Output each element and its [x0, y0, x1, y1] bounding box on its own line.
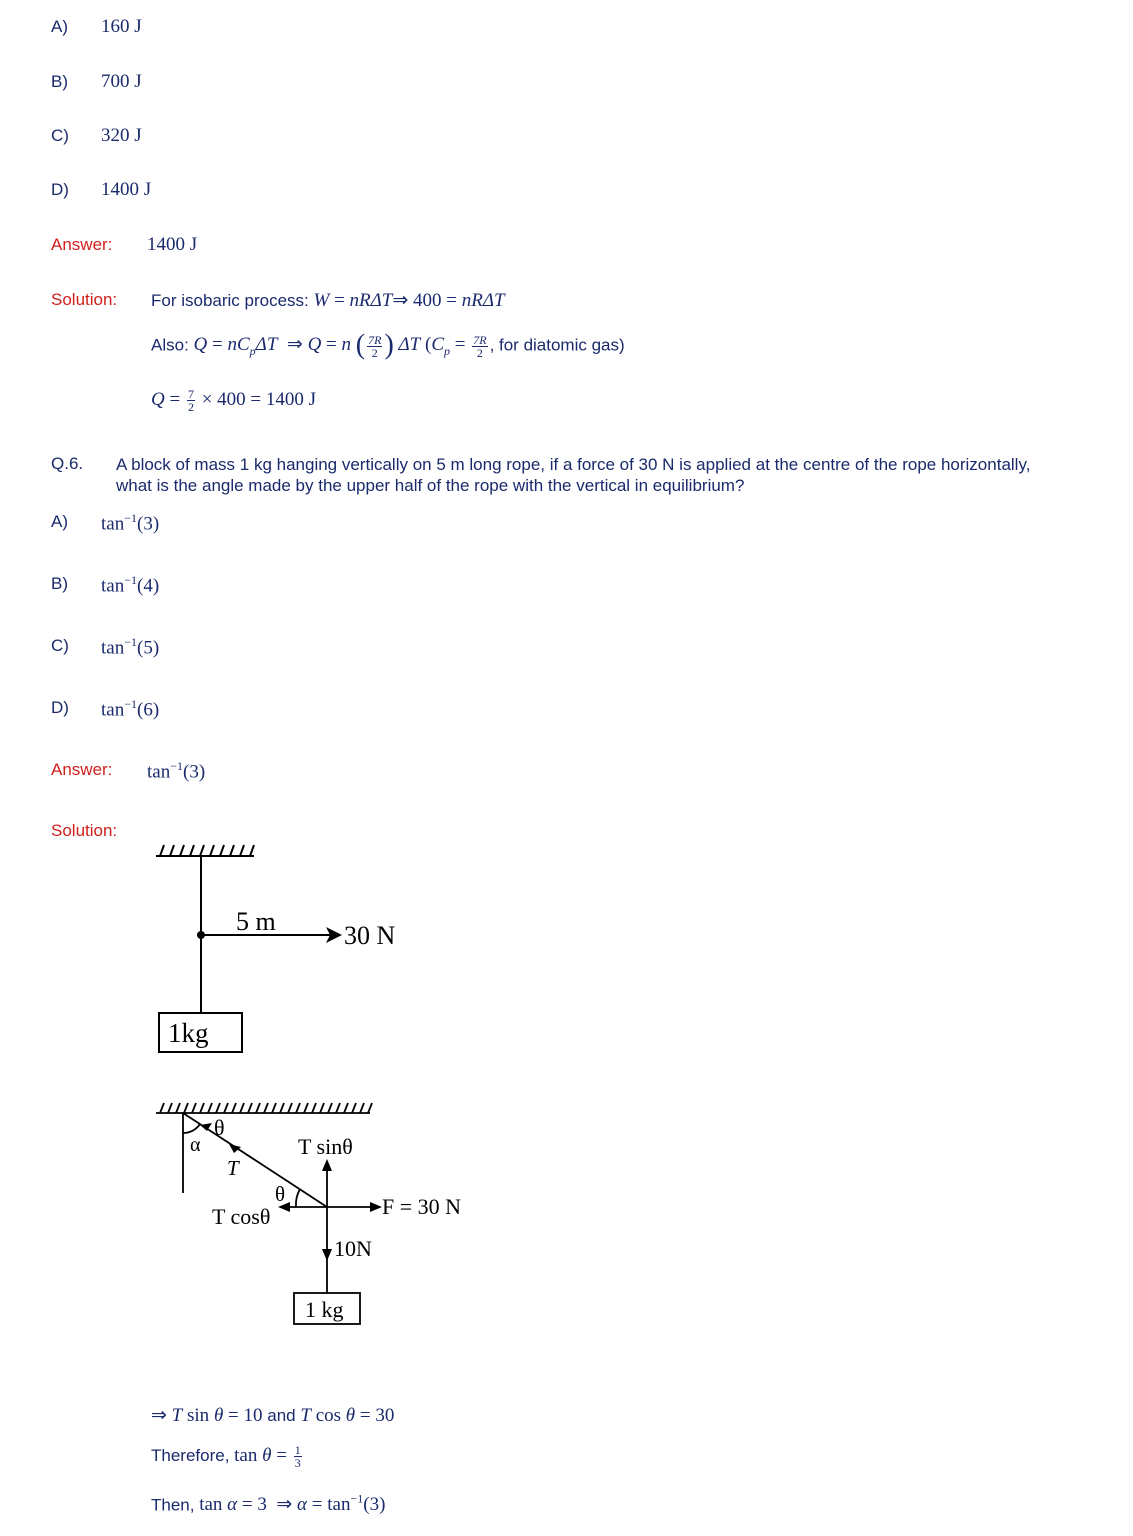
alpha-label: α [190, 1134, 201, 1156]
option-value: $\tan^{-1}(4)$ [101, 573, 160, 597]
option-value: $\tan^{-1}(3)$ [101, 511, 160, 535]
weight-arrow-head [322, 1249, 332, 1261]
applied-force-label: F = 30 N [382, 1194, 462, 1219]
sol-text: , for diatomic gas) [489, 335, 625, 355]
q6-number: Q.6. [51, 454, 84, 473]
q5-solution-line3: Q = $\frac{7}{2}$ × 400 = 1400 J [151, 387, 317, 414]
block-label: 1 kg [305, 1297, 344, 1322]
option-label: B) [51, 574, 68, 593]
rope-midpoint [197, 931, 205, 939]
q6-answer-value: $\tan^{-1}(3)$ [147, 759, 206, 783]
weight-label: 10N [334, 1236, 372, 1261]
tension-label: T [227, 1156, 239, 1180]
sol-equation: $Q = nC_p\Delta T$ ⇒ Q = n ( $\frac{7R}{2}$ ) ΔT ($C_p$ = $\frac{7R}{2}$ [193, 330, 487, 361]
option-label: C) [51, 126, 69, 145]
q6-solution-eq1: ⇒ T sin θ = 10 and T cos θ = 30 [151, 1405, 395, 1426]
tcos-label: T cosθ [212, 1204, 271, 1229]
force-label: 30 N [344, 921, 396, 950]
sol-text: and [267, 1406, 296, 1425]
sol-text: For isobaric process: [151, 291, 314, 310]
option-value: $\tan^{-1}(5)$ [101, 635, 160, 659]
sol-text: Therefore, [151, 1445, 235, 1465]
rope-diagram [150, 840, 420, 1060]
tsin-arrow-head [322, 1159, 332, 1171]
theta-top-label: θ [214, 1115, 225, 1140]
option-label: A) [51, 512, 68, 531]
q6-question-line2: what is the angle made by the upper half of the rope with the vertical in equilibrium? [116, 476, 745, 495]
sol-equation: W = nRΔT⇒ 400 = nRΔT [313, 290, 505, 311]
option-value: 320 J [101, 125, 142, 146]
free-body-diagram [150, 1095, 480, 1335]
sol-text: Also: [151, 335, 194, 355]
option-value: 700 J [101, 71, 142, 92]
q6-question-line1: A block of mass 1 kg hanging vertically on 5 m long rope, if a force of 30 N is applied at the centre of the rope horizontally, [116, 455, 1031, 474]
q6-solution-eq3: Then, tan α = 3 ⇒ $\alpha = \tan^{-1}(3)$ [151, 1492, 386, 1516]
ceiling-hatch [160, 1103, 372, 1113]
option-value: 1400 J [101, 179, 152, 200]
q6-solution-eq2: Therefore, tan θ = $\frac{1}{3}$ [151, 1443, 301, 1470]
option-label: C) [51, 636, 69, 655]
option-value: $\tan^{-1}(6)$ [101, 697, 160, 721]
q5-answer-value: 1400 J [147, 234, 198, 255]
option-label: D) [51, 180, 69, 199]
option-label: A) [51, 17, 68, 36]
q5-solution-line2 [151, 330, 625, 362]
q6-answer-label: Answer: [51, 760, 113, 779]
tsin-label: T sinθ [298, 1134, 353, 1159]
force-arrow-head [370, 1202, 382, 1212]
q5-solution-label: Solution: [51, 290, 118, 309]
option-label: D) [51, 698, 69, 717]
option-value: 160 J [101, 16, 142, 37]
q5-answer-label: Answer: [51, 235, 113, 254]
q5-solution-line1 [151, 289, 505, 312]
tension-arrow-head [229, 1144, 241, 1153]
theta-mid-label: θ [275, 1182, 286, 1206]
q6-solution-label: Solution: [51, 821, 118, 840]
mass-label: 1kg [168, 1018, 209, 1048]
rope-length-label: 5 m [236, 907, 276, 936]
sol-text: Then, [151, 1495, 200, 1515]
option-label: B) [51, 72, 68, 91]
